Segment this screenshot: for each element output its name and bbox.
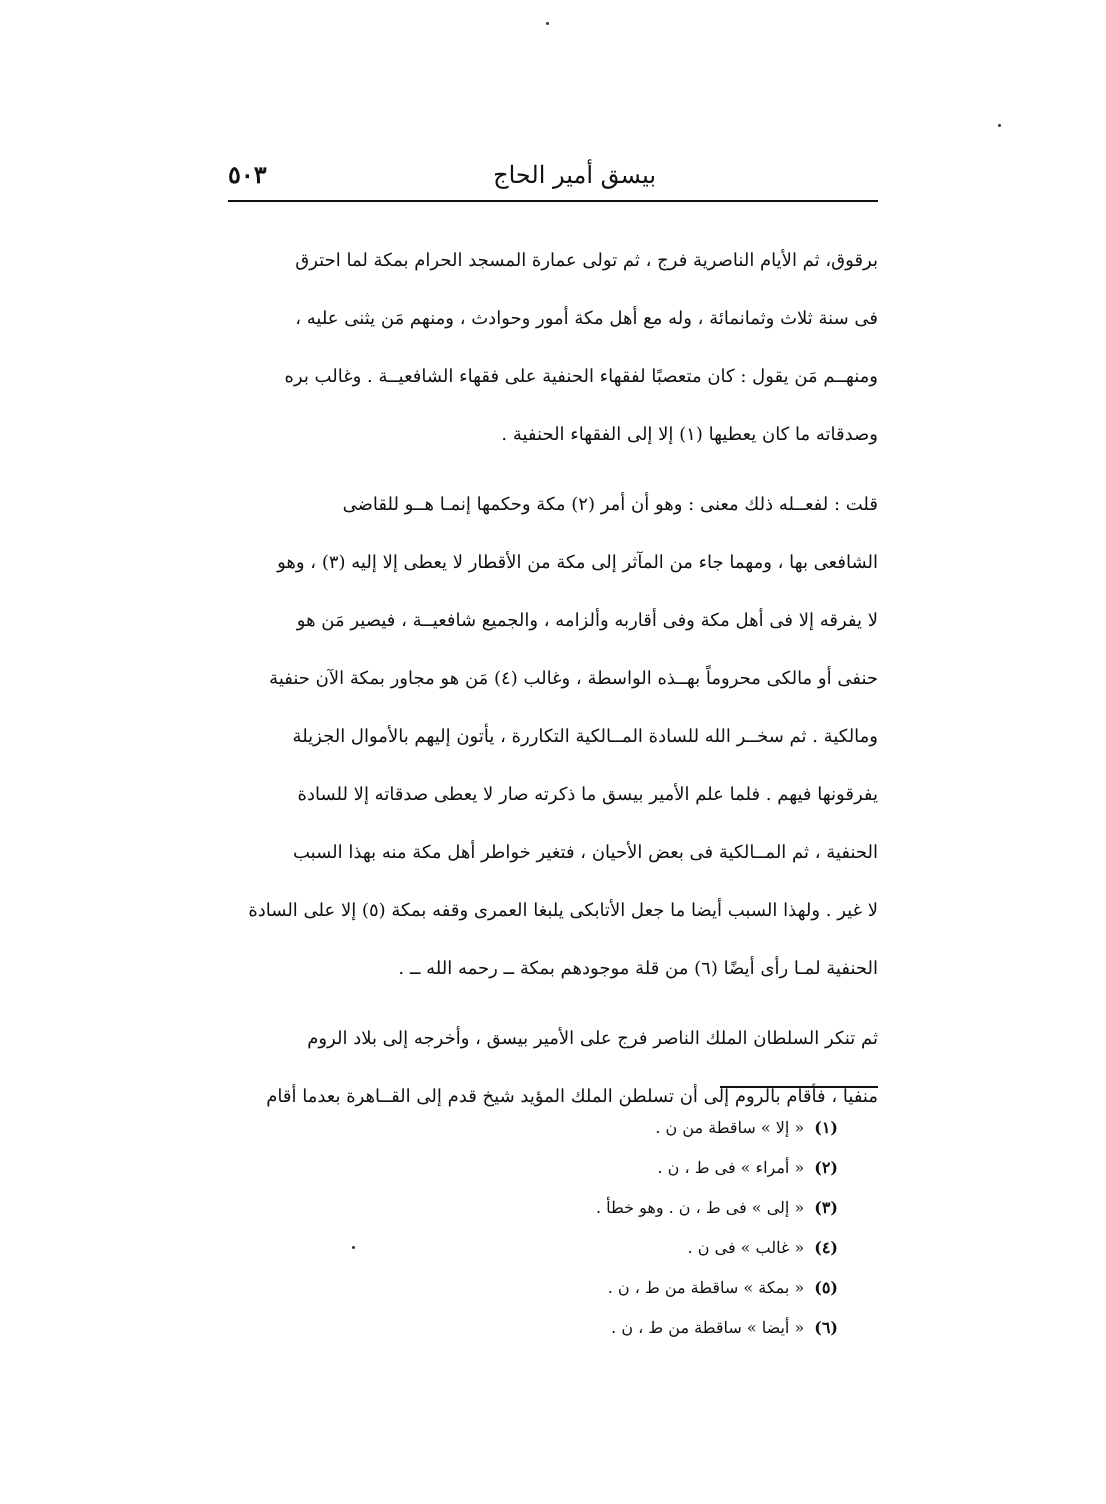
- page-header: [228, 158, 876, 192]
- body-text: [228, 232, 878, 1126]
- footnote-text: « أيضا » ساقطة من ط ، ن .: [611, 1318, 805, 1337]
- footnote-number: (٣): [814, 1198, 838, 1217]
- footnote-text: « إلا » ساقطة من ن .: [655, 1118, 805, 1137]
- text-line: حنفى أو مالكى محروماً بهــذه الواسطة ، وغالب (٤) مَن هو مجاور بمكة الآن حنفية: [269, 668, 878, 689]
- page-number: ٥٠٣: [228, 160, 267, 189]
- footnote-text: « غالب » فى ن .: [687, 1238, 805, 1257]
- text-line: منفيا ، فأقام بالروم إلى أن تسلطن الملك المؤيد شيخ قدم إلى القــاهرة بعدما أقام: [266, 1086, 878, 1107]
- running-title: بيسق أمير الحاج: [493, 161, 656, 189]
- footnotes: [478, 1108, 838, 1348]
- ink-speck: [546, 22, 549, 25]
- footnote: [478, 1148, 838, 1188]
- text-line: الشافعى بها ، ومهما جاء من المآثر إلى مكة من الأقطار لا يعطى إلا إليه (٣) ، وهو: [277, 552, 878, 573]
- footnote: [478, 1268, 838, 1308]
- footnote: [478, 1228, 838, 1268]
- ink-speck: [352, 1246, 355, 1249]
- text-line: يفرقونها فيهم . فلما علم الأمير بيسق ما ذكرته صار لا يعطى صدقاته إلا للسادة: [297, 784, 878, 805]
- footnote-text: « أمراء » فى ط ، ن .: [657, 1158, 805, 1177]
- footnote: [478, 1308, 838, 1348]
- text-line: ثم تنكر السلطان الملك الناصر فرج على الأمير بيسق ، وأخرجه إلى بلاد الروم: [307, 1028, 878, 1049]
- text-line: لا غير . ولهذا السبب أيضا ما جعل الأتابكى يلبغا العمرى وقفه بمكة (٥) إلا على السادة: [248, 900, 878, 921]
- footnote-number: (٤): [814, 1238, 838, 1257]
- footnote-text: « بمكة » ساقطة من ط ، ن .: [607, 1278, 805, 1297]
- ink-speck: [998, 124, 1001, 127]
- text-line: الحنفية ، ثم المــالكية فى بعض الأحيان ، فتغير خواطر أهل مكة منه بهذا السبب: [293, 842, 878, 863]
- footnote: [478, 1188, 838, 1228]
- footnote-number: (٢): [814, 1158, 838, 1177]
- header-rule: [228, 200, 878, 202]
- footnote-text: « إلى » فى ط ، ن . وهو خطأ .: [595, 1198, 805, 1217]
- text-line: ومنهــم مَن يقول : كان متعصبًا لفقهاء الحنفية على فقهاء الشافعيــة . وغالب بره: [284, 366, 878, 387]
- text-line: برقوق، ثم الأيام الناصرية فرج ، ثم تولى عمارة المسجد الحرام بمكة لما احترق: [295, 250, 878, 271]
- text-line: ومالكية . ثم سخــر الله للسادة المــالكية التكاررة ، يأتون إليهم بالأموال الجزيلة: [292, 726, 878, 747]
- text-line: فى سنة ثلاث وثمانمائة ، وله مع أهل مكة أمور وحوادث ، ومنهم مَن يثنى عليه ،: [295, 308, 878, 329]
- text-line: قلت : لفعــله ذلك معنى : وهو أن أمر (٢) مكة وحكمها إنمـا هــو للقاضى: [342, 494, 878, 515]
- footnote-number: (١): [814, 1118, 838, 1137]
- text-line: الحنفية لمـا رأى أيضًا (٦) من قلة موجودهم بمكة ــ رحمه الله ــ .: [398, 958, 878, 979]
- paragraph-gap: [228, 998, 878, 1010]
- paragraph-gap: [228, 464, 878, 476]
- text-line: لا يفرقه إلا فى أهل مكة وفى أقاربه وألزامه ، والجميع شافعيــة ، فيصير مَن هو: [296, 610, 878, 631]
- text-line: وصدقاته ما كان يعطيها (١) إلا إلى الفقهاء الحنفية .: [501, 424, 878, 445]
- footnote: [478, 1108, 838, 1148]
- footnote-number: (٦): [814, 1318, 838, 1337]
- footnote-number: (٥): [814, 1278, 838, 1297]
- footnote-rule: [720, 1086, 878, 1088]
